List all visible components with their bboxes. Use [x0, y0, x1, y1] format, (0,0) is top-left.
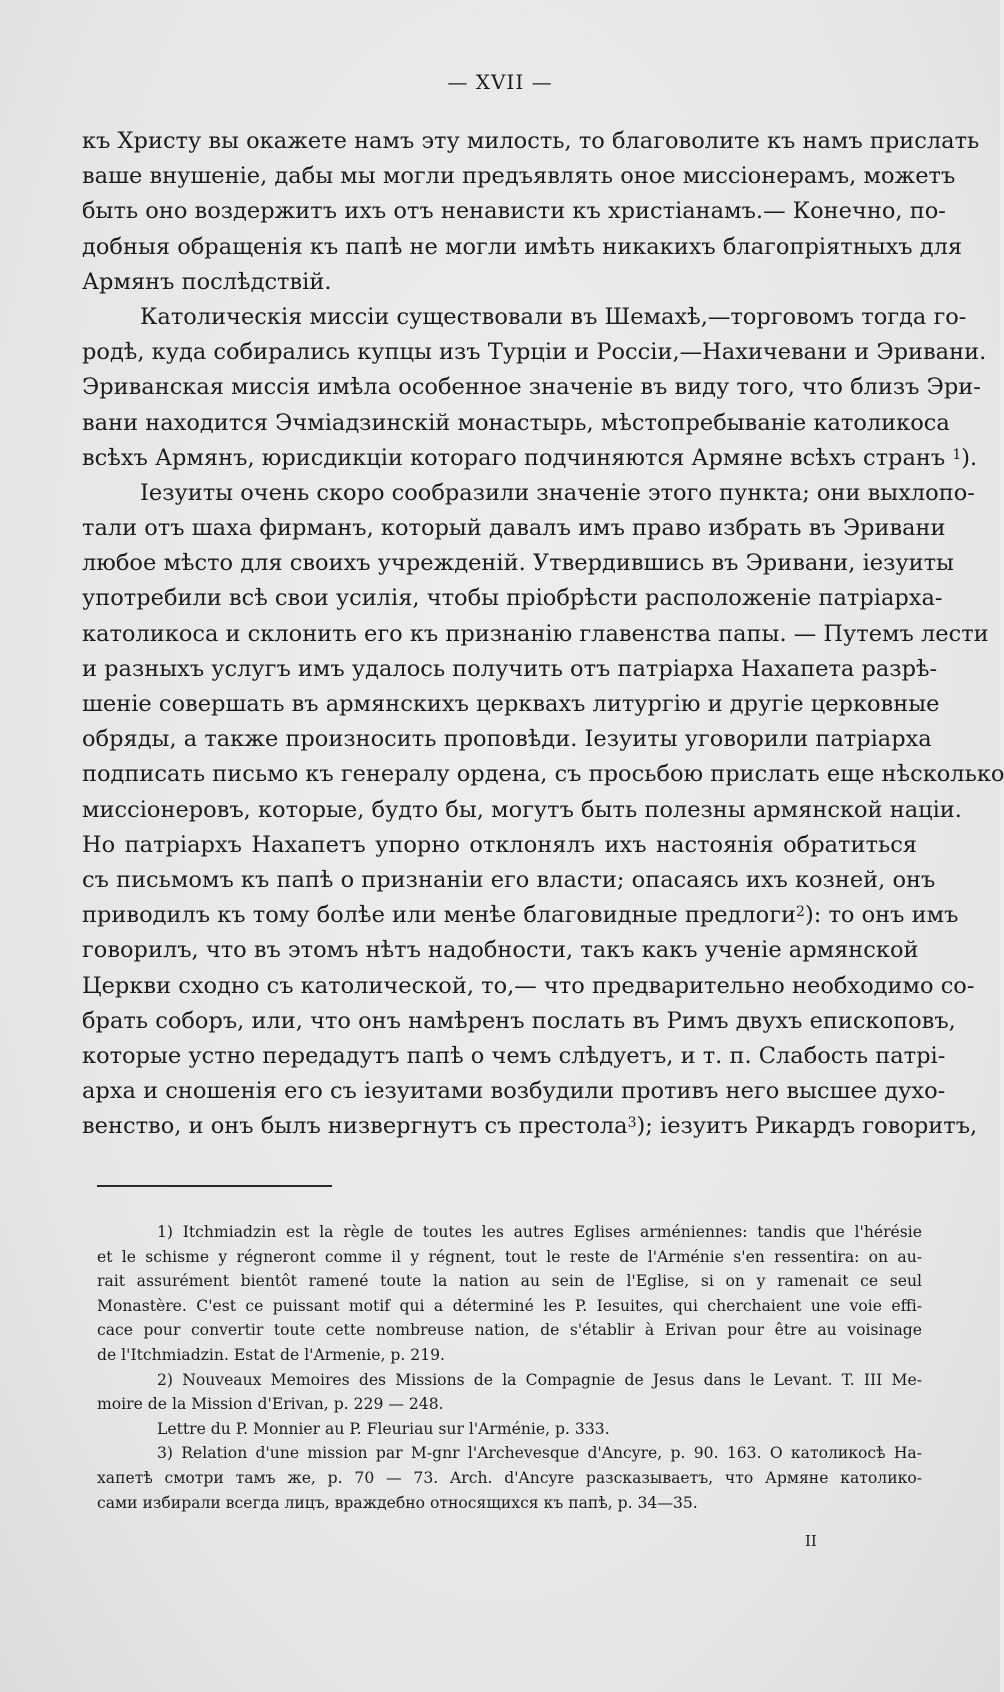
text-line: говорилъ, что въ этомъ нѣтъ надобности, такъ какъ ученіе армянской — [82, 937, 919, 964]
text-line: Эриванская миссія имѣла особенное значеніе въ виду того, что близъ Эри- — [82, 374, 981, 401]
text-line: и разныхъ услугъ имъ удалось получить отъ патріарха Нахапета разрѣ- — [82, 655, 938, 682]
text-line: Іезуиты очень скоро сообразили значеніе этого пункта; они выхлопо- — [140, 479, 975, 506]
main-text — [82, 124, 1004, 1144]
text-segment: приводилъ къ тому болѣе или менѣе благовидные предлоги — [82, 902, 797, 929]
text-line: подписать письмо къ генералу ордена, съ просьбою прислать еще нѣсколько — [82, 761, 1004, 788]
text-line: брать соборъ, или, что онъ намѣренъ послать въ Римъ двухъ епископовъ, — [82, 1007, 956, 1034]
text-line: обряды, а также произносить проповѣди. Іезуиты уговорили патріарха — [82, 726, 932, 753]
footnotes — [97, 1220, 922, 1515]
text-line: католикоса и склонить его къ признанію главенства папы. — Путемъ лести — [82, 620, 989, 647]
text-line: быть оно воздержитъ ихъ отъ ненависти къ христіанамъ.— Конечно, по- — [82, 198, 946, 225]
text-line: шеніе совершать въ армянскихъ церквахъ литургію и другіе церковные — [82, 691, 940, 717]
text-line: вани находится Эчміадзинскій монастырь, мѣстопребываніе католикоса — [82, 409, 950, 436]
text-line: арха и сношенія его съ іезуитами возбудили противъ него высшее духо- — [82, 1078, 946, 1105]
text-line: къ Христу вы окажете намъ эту милость, то благоволите къ намъ прислать — [82, 128, 980, 154]
text-segment: ). — [961, 444, 978, 471]
footnote-separator — [97, 1185, 332, 1187]
footnote-line: хапетѣ смотри тамъ же, p. 70 — 73. Arch. d'Ancyre разсказываетъ, что Армяне католико- — [97, 1468, 922, 1487]
footnote-line: сами избирали всегда лицъ, враждебно относящихся къ папѣ, p. 34—35. — [97, 1493, 698, 1512]
text-line — [82, 441, 978, 476]
text-line: ваше внушеніе, дабы мы могли предъявлять оное миссіонерамъ, можетъ — [82, 163, 956, 190]
footnote-line: de l'Itchmiadzin. Estat de l'Armenie, p. 219. — [97, 1345, 445, 1364]
footnote-line: 3) Relation d'une mission par M-gnr l'Archevesque d'Ancyre, p. 90. 163. О католикосѣ На- — [157, 1444, 922, 1463]
text-line: миссіонеровъ, которые, будто бы, могутъ быть полезны армянской націи. — [82, 796, 962, 823]
text-line: употребили всѣ свои усилія, чтобы пріобрѣсти расположеніе патріарха- — [82, 585, 943, 612]
text-line: Церкви сходно съ католической, то,— что предварительно необходимо со- — [82, 972, 975, 999]
text-line: добныя обращенія къ папѣ не могли имѣть никакихъ благопріятныхъ для — [82, 233, 963, 260]
text-segment: ): то онъ имъ — [804, 902, 959, 929]
text-line: Но патріархъ Нахапетъ упорно отклонялъ ихъ настоянія обратиться — [82, 831, 917, 858]
text-line: съ письмомъ къ папѣ о признаніи его власти; опасаясь ихъ козней, онъ — [82, 866, 936, 893]
text-line — [82, 1109, 978, 1144]
footnote-line: 2) Nouveaux Memoires des Missions de la Compagnie de Jesus dans le Levant. T. III Me- — [157, 1370, 922, 1389]
footnote-line: rait assurément bientôt ramené toute la nation au sein de l'Eglise, si on y ramenait ce seul — [97, 1272, 922, 1291]
footnote-line: Lettre du P. Monnier au P. Fleuriau sur l'Arménie, p. 333. — [157, 1419, 610, 1438]
signature-mark: II — [805, 1532, 817, 1550]
page-number: — XVII — — [447, 70, 553, 94]
text-segment: ); іезуитъ Рикардъ говоритъ, — [636, 1113, 978, 1140]
text-line: Армянъ послѣдствій. — [82, 268, 332, 295]
text-line: Католическія миссіи существовали въ Шемахѣ,—торговомъ тогда го- — [140, 303, 967, 330]
text-line: тали отъ шаха фирманъ, который давалъ имъ право избрать въ Эривани — [82, 515, 946, 542]
text-line: которые устно передадутъ папѣ о чемъ слѣдуетъ, и т. п. Слабость патрі- — [82, 1042, 946, 1069]
footnote-ref-3: 3 — [627, 1115, 637, 1132]
footnote-line: cace pour convertir toute cette nombreuse nation, de s'établir à Erivan pour être au voisinage — [97, 1321, 922, 1340]
footnote-line: et le schisme y régneront comme il y régnent, tout le reste de l'Arménie s'en ressentira: on au- — [97, 1247, 922, 1266]
text-segment: венство, и онъ былъ низвергнутъ съ престола — [82, 1113, 628, 1140]
footnote-line: Monastère. C'est ce puissant motif qui a déterminé les P. Iesuites, qui cherchaient une voie effi- — [97, 1296, 922, 1315]
footnote-ref-2: 2 — [796, 904, 805, 921]
footnote-ref-1: 1 — [952, 446, 962, 463]
footnote-line: moire de la Mission d'Erivan, p. 229 — 248. — [97, 1395, 444, 1414]
text-line: родѣ, куда собирались купцы изъ Турціи и Россіи,—Нахичевани и Эривани. — [82, 339, 987, 366]
text-line: любое мѣсто для своихъ учрежденій. Утвердившись въ Эривани, іезуиты — [82, 550, 954, 577]
text-line — [82, 898, 959, 933]
footnote-line: 1) Itchmiadzin est la règle de toutes les autres Eglises arméniennes: tandis que l'hérésie — [157, 1223, 922, 1241]
text-segment: всѣхъ Армянъ, юрисдикціи котораго подчиняются Армяне всѣхъ странъ — [82, 444, 953, 471]
